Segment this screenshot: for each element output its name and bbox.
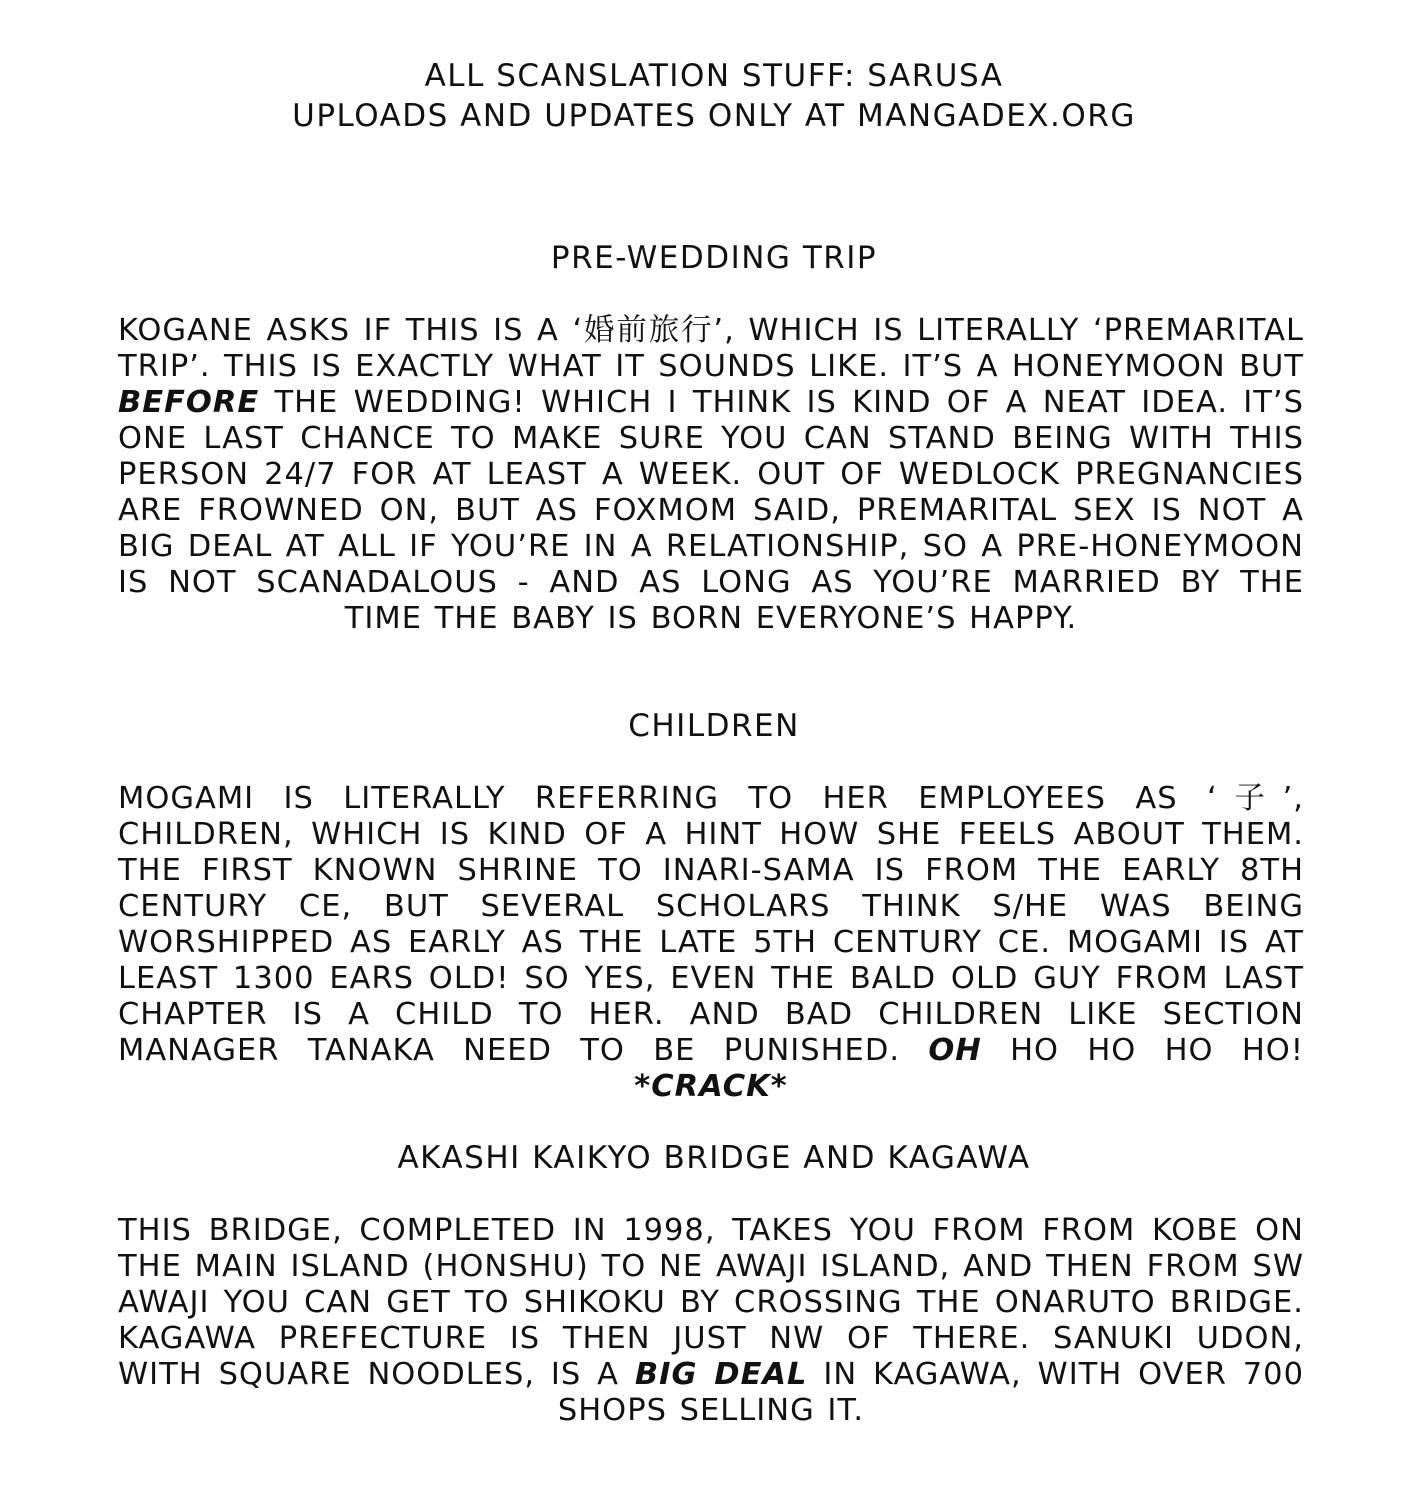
emphasis-text: OH [928, 1033, 982, 1068]
body-text: KOGANE ASKS IF THIS IS A ‘婚前旅行’, WHICH IS LITERALLY ‘PREMARITAL TRIP’. THIS IS EXACTLY WHAT IT SOUNDS LIKE. IT’S A HONEYMOON BUT [118, 313, 1304, 384]
section-body-pre-wedding-trip [118, 313, 1304, 637]
section-title-akashi-kaikyo-bridge: AKASHI KAIKYO BRIDGE AND KAGAWA [397, 1140, 1031, 1176]
body-text: HO HO HO HO! [981, 1033, 1304, 1068]
scanlation-credits [0, 56, 1428, 136]
section-title-pre-wedding-trip: PRE-WEDDING TRIP [550, 240, 878, 276]
emphasis-text: BIG DEAL [634, 1357, 808, 1392]
body-text: MOGAMI IS LITERALLY REFERRING TO HER EMPLOYEES AS ‘子’, CHILDREN, WHICH IS KIND OF A HINT HOW SHE FEELS ABOUT THEM. THE FIRST KNOWN SHRINE TO INARI-SAMA IS FROM THE EARLY 8TH CENTURY CE, BUT SEVERAL SCHOLARS THINK S/HE WAS BEING WORSHIPPED AS EARLY AS THE LATE 5TH CENTURY CE. MOGAMI IS AT LEAST 1300 EARS OLD! SO YES, EVEN THE BALD OLD GUY FROM LAST CHAPTER IS A CHILD TO HER. AND BAD CHILDREN LIKE SECTION MANAGER TANAKA NEED TO BE PUNISHED. [118, 781, 1304, 1068]
emphasis-text: *CRACK* [634, 1069, 788, 1104]
credits-line-1: ALL SCANSLATION STUFF: SARUSA [424, 58, 1004, 94]
section-body-children [118, 781, 1304, 1105]
body-text: THE WEDDING! WHICH I THINK IS KIND OF A NEAT IDEA. IT’S ONE LAST CHANCE TO MAKE SURE YOU CAN STAND BEING WITH THIS PERSON 24/7 FOR AT LEAST A WEEK. OUT OF WEDLOCK PREGNANCIES ARE FROWNED ON, BUT AS FOXMOM SAID, PREMARITAL SEX IS NOT A BIG DEAL AT ALL IF YOU’RE IN A RELATIONSHIP, SO A PRE-HONEYMOON IS NOT SCANADALOUS - AND AS LONG AS YOU’RE MARRIED BY THE TIME THE BABY IS BORN EVERYONE’S HAPPY. [118, 385, 1304, 636]
credits-line-2: UPLOADS AND UPDATES ONLY AT MANGADEX.ORG [292, 98, 1136, 134]
emphasis-text: BEFORE [118, 385, 260, 420]
body-text: IN KAGAWA, WITH OVER 700 SHOPS SELLING IT. [557, 1357, 1304, 1428]
body-text: THIS BRIDGE, COMPLETED IN 1998, TAKES YOU FROM FROM KOBE ON THE MAIN ISLAND (HONSHU) TO NE AWAJI ISLAND, AND THEN FROM SW AWAJI YOU CAN GET TO SHIKOKU BY CROSSING THE ONARUTO BRIDGE. KAGAWA PREFECTURE IS THEN JUST NW OF THERE. SANUKI UDON, WITH SQUARE NOODLES, IS A [118, 1213, 1304, 1392]
section-title-children: CHILDREN [628, 708, 800, 744]
section-body-akashi-kaikyo-bridge [118, 1213, 1304, 1429]
